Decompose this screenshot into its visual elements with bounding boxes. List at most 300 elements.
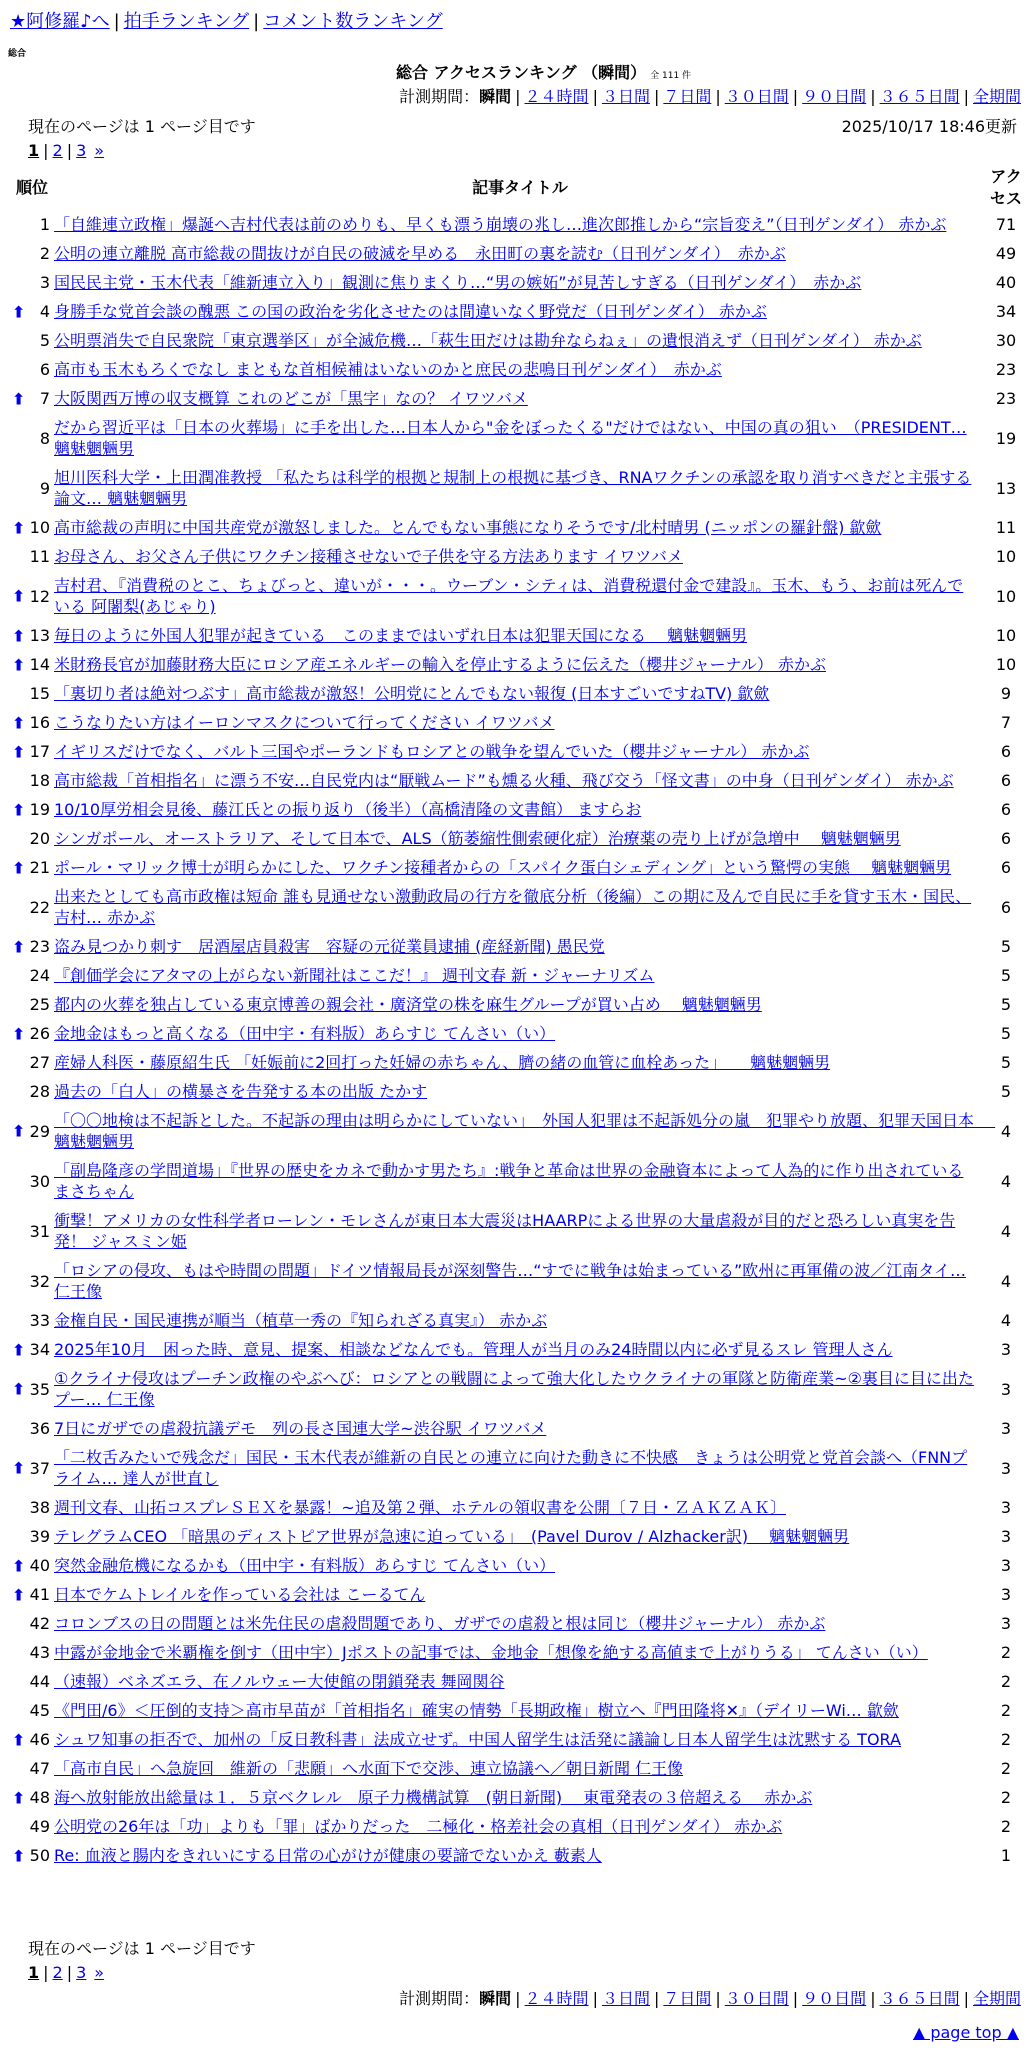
title-text: 総合 アクセスランキング （瞬間） [395,63,647,82]
article-title-link[interactable]: 高市総裁の声明に中国共産党が激怒しました。とんでもない事態になりそうです/北村晴男 (ニッポンの羅針盤) 歙歛 [54,518,882,537]
rank-number [6,961,54,990]
article-title-link[interactable]: 「副島隆彦の学問道場」『世界の歴史をカネで動かす男たち』:戦争と革命は世界の金融資本によって人為的に作り出されている まさちゃん [54,1161,964,1201]
article-title-cell [54,513,986,542]
article-title-link[interactable]: イギリスだけでなく、バルト三国やポーランドもロシアとの戦争を望んでいた（櫻井ジャーナル） 赤かぶ [54,742,810,761]
article-title-cell [54,1156,986,1206]
access-count: 13 [995,478,1017,498]
rank-number [6,1414,54,1443]
access-count: 2 [1000,1730,1012,1749]
period-selector-top: 計測期間：瞬間 | ２４時間 | ３日間 | ７日間 | ３０日間 | ９０日間 | ３６５日間 | 全期間 [399,87,1021,106]
access-count: 4 [1000,1121,1012,1141]
pager-current-1: 1 [28,141,40,160]
rank-number [6,1580,54,1609]
article-title-cell [54,882,986,932]
rank-number [6,1048,54,1077]
article-title-cell [54,1522,986,1551]
pager-next[interactable]: » [94,141,105,160]
rank-number [6,1551,54,1580]
applause-ranking-link[interactable]: 拍手ランキング [123,11,250,32]
access-count: 3 [1000,1498,1012,1517]
article-title-link[interactable]: 「高市自民」へ急旋回 維新の「悲願」へ水面下で交渉、連立協議へ／朝日新聞 仁王像 [54,1759,684,1778]
table-row [6,355,1026,384]
rank-number-text: 35 [29,1379,50,1399]
article-title-link[interactable]: 「裏切り者は絶対つぶす」高市総裁が激怒！公明党にとんでもない報復 (日本すごいですねTV) 歙歛 [54,684,770,703]
page-top-link[interactable]: ▲ page top ▲ [912,2023,1019,2042]
table-row [6,1019,1026,1048]
pager-page-2[interactable]: 2 [52,141,63,160]
table-row [6,1156,1026,1206]
period-3d-link[interactable]: ３日間 [601,1989,650,2008]
period-label: 計測期間： [399,1989,480,2008]
access-count: 5 [1000,966,1012,985]
period-30d-link[interactable]: ３０日間 [724,1989,789,2008]
article-title-cell [54,1443,986,1493]
table-row [6,513,1026,542]
rank-number-text: 39 [29,1527,50,1546]
rank-number-text: 17 [29,742,50,761]
pager-page-2[interactable]: 2 [52,1963,63,1982]
rank-number [6,571,54,621]
rank-number-text: 38 [29,1498,50,1517]
article-title-link[interactable]: 旭川医科大学・上田潤准教授 「私たちは科学的根拠と規制上の根拠に基づき、RNAワクチンの承認を取り消すべきだと主張する論文… 魑魅魍魎男 [54,468,972,508]
rank-number [6,1306,54,1335]
article-title-link[interactable]: 毎日のように外国人犯罪が起きている このままではいずれ日本は犯罪天国になる 魑魅魍魎男 [54,626,748,645]
rank-number-text: 14 [29,655,50,674]
rank-number-text: 32 [29,1271,50,1291]
pager-next[interactable]: » [94,1963,105,1982]
rank-number-text: 18 [29,771,50,790]
ranking-body [6,210,1026,1870]
rank-up-arrow-icon: ⬆ [12,1556,26,1575]
rank-column-header: 順位 [15,178,48,197]
table-row [6,1414,1026,1443]
article-title-cell [54,853,986,882]
article-title-link[interactable]: 週刊文春、山拓コスプレＳＥＸを暴露！~追及第２弾、ホテルの領収書を公開〔７日・ＺＡＫＺＡＫ〕 [54,1498,786,1517]
rank-number-text: 36 [29,1419,50,1438]
article-title-cell [54,1306,986,1335]
rank-number [6,621,54,650]
page-info-bottom: 現在のページは 1 ページ目です [28,1939,256,1958]
rank-number-text: 37 [29,1458,50,1478]
article-title-cell [54,1638,986,1667]
article-title-link[interactable]: シュワ知事の拒否で、加州の「反日教科書」法成立せず。中国人留学生は活発に議論し日本人留学生は沈黙する TORA [54,1730,901,1749]
article-title-cell [54,1077,986,1106]
table-row [6,961,1026,990]
article-title-link[interactable]: 盗み見つかり刺す 居酒屋店員殺害 容疑の元従業員逮捕 (産経新聞) 愚民党 [54,937,605,956]
rank-number [6,766,54,795]
article-title-link[interactable]: 『創価学会にアタマの上がらない新聞社はここだ！』 週刊文春 新・ジャーナリズム [54,966,655,985]
table-row [6,268,1026,297]
article-title-cell [54,384,986,413]
table-row [6,1667,1026,1696]
rank-up-arrow-icon: ⬆ [12,1585,26,1604]
asyura-home-link[interactable]: ★阿修羅♪へ [10,11,110,32]
article-title-link[interactable]: 突然金融危機になるかも（田中宇・有料版）あらすじ てんさい（い） [54,1556,556,1575]
access-count: 2 [1000,1788,1012,1807]
table-row [6,1754,1026,1783]
table-row [6,1696,1026,1725]
table-row [6,766,1026,795]
table-row [6,1048,1026,1077]
rank-number [6,1493,54,1522]
page-title [0,62,1027,87]
table-row [6,1522,1026,1551]
period-current: 瞬間 [479,87,512,106]
article-title-cell [54,1106,996,1156]
rank-number [6,1522,54,1551]
rank-number-text: 19 [29,800,50,819]
article-title-link[interactable]: 過去の「白人」の横暴さを告発する本の出版 たかす [54,1082,428,1101]
article-title-cell [54,621,986,650]
rank-number-text: 47 [29,1759,50,1778]
rank-number-text: 29 [29,1121,50,1141]
access-count: 5 [1000,995,1012,1014]
table-row [6,990,1026,1019]
article-title-link[interactable]: だから習近平は「日本の火葬場」に手を出した…日本人から"金をぼったくる"だけではない、中国の真の狙い （PRESIDENT… 魑魅魍魎男 [54,418,967,458]
article-title-link[interactable]: 日本でケムトレイルを作っている会社は こーるてん [54,1585,426,1604]
article-title-link[interactable]: 7日にガザでの虐殺抗議デモ 列の長さ国連大学~渋谷駅 イワツバメ [54,1419,547,1438]
table-row [6,1077,1026,1106]
rank-number [6,239,54,268]
access-count: 1 [1000,1846,1012,1865]
rank-number-text: 46 [29,1730,50,1749]
article-title-link[interactable]: 米財務長官が加藤財務大臣にロシア産エネルギーの輸入を停止するように伝えた（櫻井ジャーナル） 赤かぶ [54,655,826,674]
article-title-link[interactable]: 産婦人科医・藤原紹生氏 「妊娠前に2回打った妊婦の赤ちゃん、臍の緒の血管に血栓あった」 魑魅魍魎男 [54,1053,831,1072]
article-title-link[interactable]: 「自維連立政権」爆誕へ吉村代表は前のめりも、早くも漂う崩壊の兆し…進次郎推しから“宗旨変え”（日刊ゲンダイ） 赤かぶ [54,215,947,234]
article-title-link[interactable]: 高市も玉木もろくでなし まともな首相候補はいないのかと庶民の悲鳴日刊ゲンダイ） 赤かぶ [54,360,722,379]
article-title-link[interactable]: お母さん、お父さん子供にワクチン接種させないで子供を守る方法あります イワツバメ [54,547,683,566]
table-row [6,1364,1026,1414]
updated-timestamp: 2025/10/17 18:46更新 [841,117,1017,136]
page-info-top: 現在のページは 1 ページ目です [28,117,256,136]
rank-number [6,326,54,355]
access-count: 3 [1000,1527,1012,1546]
rank-up-arrow-icon: ⬆ [12,655,26,674]
rank-number-text: 11 [29,547,50,566]
article-title-cell [54,1812,986,1841]
access-count: 10 [995,655,1017,674]
rank-number-text: 26 [29,1024,50,1043]
period-365d-link[interactable]: ３６５日間 [879,87,960,106]
article-title-cell [54,1206,986,1256]
period-90d-link[interactable]: ９０日間 [802,1989,867,2008]
rank-up-arrow-icon: ⬆ [12,1121,26,1141]
period-90d-link[interactable]: ９０日間 [802,87,867,106]
article-title-cell [54,1754,986,1783]
access-count: 19 [995,428,1017,448]
rank-number [6,297,54,326]
article-title-cell [54,1048,986,1077]
total-count: 全 111 件 [650,71,692,81]
table-row [6,853,1026,882]
access-count: 3 [1000,1379,1012,1399]
article-title-cell [54,1019,986,1048]
rank-number [6,513,54,542]
access-count: 23 [995,389,1017,408]
table-row [6,1812,1026,1841]
pager-page-3[interactable]: 3 [76,141,87,160]
rank-number [6,1609,54,1638]
rank-number-text: 21 [29,858,50,877]
rank-number-text: 34 [29,1340,50,1359]
rank-up-arrow-icon: ⬆ [12,586,26,606]
article-title-cell [54,650,986,679]
article-title-link[interactable]: 「ロシアの侵攻、もはや時間の問題」ドイツ情報局長が深刻警告…“すでに戦争は始まっている”欧州に再軍備の波／江南タイ… 仁王像 [54,1261,966,1301]
access-count: 6 [1000,897,1012,917]
access-count: 10 [995,547,1017,566]
rank-number [6,882,54,932]
period-3d-link[interactable]: ３日間 [601,87,650,106]
period-365d-link[interactable]: ３６５日間 [879,1989,960,2008]
rank-number-text: 20 [29,829,50,848]
table-row [6,621,1026,650]
period-all-link[interactable]: 全期間 [972,1989,1021,2008]
article-title-cell [54,571,986,621]
rank-number [6,824,54,853]
rank-number-text: 5 [39,331,50,350]
article-title-link[interactable]: 都内の火葬を独占している東京博善の親会社・廣済堂の株を麻生グループが買い占め 魑魅魍魎男 [54,995,762,1014]
access-count: 3 [1000,1585,1012,1604]
rank-number [6,1638,54,1667]
article-title-cell [54,1841,986,1870]
article-title-link[interactable]: 吉村君、『消費税のとこ、ちょびっと、違いが・・・。ウーブン・シティは、消費税還付金で建設』。玉木、もう、お前は死んでいる 阿闍梨(あじゃり) [54,576,964,616]
rank-number-text: 30 [29,1171,50,1191]
rank-number-text: 44 [29,1672,50,1691]
rank-number-text: 4 [39,302,50,321]
article-title-link[interactable]: 大阪関西万博の収支概算 これのどこが「黒字」なの？ イワツバメ [54,389,528,408]
pager-bottom: 1 | 2 | 3 » [28,1963,105,1982]
rank-number [6,1106,54,1156]
table-row [6,932,1026,961]
access-count: 10 [995,626,1017,645]
ranking-header [0,62,1027,87]
access-count: 30 [995,331,1017,350]
article-title-link[interactable]: 海へ放射能放出総量は１．５京ベクレル 原子力機構試算 (朝日新聞) 東電発表の３倍超える 赤かぶ [54,1788,813,1807]
article-title-link[interactable]: 国民民主党・玉木代表「維新連立入り」観測に焦りまくり…“男の嫉妬”が見苦しすぎる（日刊ゲンダイ） 赤かぶ [54,273,862,292]
table-row [6,413,1026,463]
rank-number-text: 23 [29,937,50,956]
rank-number-text: 50 [29,1846,50,1865]
rank-number [6,1256,54,1306]
table-row [6,708,1026,737]
article-title-link[interactable]: シンガポール、オーストラリア、そして日本で、ALS（筋萎縮性側索硬化症）治療薬の売り上げが急増中 魑魅魍魎男 [54,829,901,848]
article-title-link[interactable]: ①クライナ侵攻はプーチン政権のやぶへび：ロシアとの戦闘によって強大化したウクライナの軍隊と防衛産業~②裏目に目に出たプー… 仁王像 [54,1369,974,1409]
access-count: 6 [1000,800,1012,819]
rank-number [6,1364,54,1414]
rank-up-arrow-icon: ⬆ [12,518,26,537]
article-title-link[interactable]: 高市総裁「首相指名」に漂う不安…自民党内は“厭戦ムード”も燻る火種、飛び交う「怪文書」の中身（日刊ゲンダイ） 赤かぶ [54,771,954,790]
table-row [6,882,1026,932]
table-row [6,1493,1026,1522]
rank-up-arrow-icon: ⬆ [12,1788,26,1807]
rank-number-text: 24 [29,966,50,985]
rank-number [6,650,54,679]
page-top [913,2022,1019,2044]
pager-page-3[interactable]: 3 [76,1963,87,1982]
table-row [6,737,1026,766]
access-count: 2 [1000,1643,1012,1662]
table-row [6,1335,1026,1364]
table-row [6,463,1026,513]
rank-number [6,1841,54,1870]
article-title-cell [54,542,986,571]
rank-number [6,268,54,297]
rank-number [6,384,54,413]
article-title-link[interactable]: 中露が金地金で米覇権を倒す（田中宇）Jポストの記事では、金地金「想像を絶する高値まで上がりうる」 てんさい（い） [54,1643,928,1662]
access-count: 6 [1000,829,1012,848]
rank-number [6,1783,54,1812]
table-row [6,1306,1026,1335]
period-7d-link[interactable]: ７日間 [663,1989,712,2008]
article-title-link[interactable]: 出来たとしても高市政権は短命 誰も見通せない激動政局の行方を徹底分析（後編）この期に及んで自民に手を貸す玉木・国民、吉村… 赤かぶ [54,887,972,927]
separator: | [253,11,260,32]
rank-number-text: 10 [29,518,50,537]
rank-number-text: 45 [29,1701,50,1720]
article-title-cell [54,463,986,513]
rank-number [6,1019,54,1048]
article-title-cell [54,795,986,824]
rank-number [6,932,54,961]
access-count: 23 [995,360,1017,379]
rank-number [6,1156,54,1206]
article-title-link[interactable]: 《門田/6》＜圧倒的支持＞高市早苗が「首相指名」確実の情勢「長期政権」樹立へ『門田隆将✕』（デイリーWi… 歙歛 [54,1701,899,1720]
access-count: 3 [1000,1556,1012,1575]
article-title-cell [54,268,986,297]
table-row [6,1841,1026,1870]
access-count: 6 [1000,771,1012,790]
article-title-cell [54,1414,986,1443]
pager-current-1: 1 [28,1963,40,1982]
access-count: 2 [1000,1672,1012,1691]
table-row [6,679,1026,708]
access-count: 3 [1000,1614,1012,1633]
rank-number-text: 27 [29,1053,50,1072]
period-current: 瞬間 [479,1989,512,2008]
period-24h-link[interactable]: ２４時間 [524,87,589,106]
article-title-link[interactable]: コロンブスの日の問題とは米先住民の虐殺問題であり、ガザでの虐殺と根は同じ（櫻井ジャーナル） 赤かぶ [54,1614,826,1633]
rank-number [6,990,54,1019]
rank-up-arrow-icon: ⬆ [12,1730,26,1749]
rank-number-text: 28 [29,1082,50,1101]
rank-number-text: 6 [39,360,50,379]
article-title-link[interactable]: （速報）ベネズエラ、在ノルウェー大使館の閉鎖発表 舞岡関谷 [54,1672,505,1691]
article-title-link[interactable]: 2025年10月 困った時、意見、提案、相談などなんでも。管理人が当月のみ24時間以内に必ず見るスレ 管理人さん [54,1340,893,1359]
rank-number-text: 12 [29,586,50,606]
article-title-cell [54,1493,986,1522]
rank-number [6,708,54,737]
rank-number-text: 40 [29,1556,50,1575]
article-title-link[interactable]: テレグラムCEO 「暗黒のディストピア世界が急速に迫っている」 (Pavel Durov / Alzhacker訳) 魑魅魍魎男 [54,1527,850,1546]
table-row [6,1725,1026,1754]
access-count: 5 [1000,1082,1012,1101]
table-row [6,795,1026,824]
article-title-cell [54,355,986,384]
access-count: 9 [1000,684,1012,703]
article-title-link[interactable]: 公明の連立離脱 高市総裁の間抜けが自民の破滅を早める 永田町の裏を読む（日刊ゲンダイ） 赤かぶ [54,244,786,263]
comment-ranking-link[interactable]: コメント数ランキング [263,11,443,32]
access-count: 2 [1000,1817,1012,1836]
access-count: 40 [995,273,1017,292]
rank-up-arrow-icon: ⬆ [12,742,26,761]
rank-number [6,1206,54,1256]
rank-number [6,679,54,708]
period-selector-bottom: 計測期間：瞬間 | ２４時間 | ３日間 | ７日間 | ３０日間 | ９０日間 | ３６５日間 | 全期間 [399,1989,1021,2008]
rank-number-text: 25 [29,995,50,1014]
article-title-link[interactable]: ポール・マリック博士が明らかにした、ワクチン接種者からの「スパイク蛋白シェディング」という驚愕の実態 魑魅魍魎男 [54,858,952,877]
rank-number-text: 43 [29,1643,50,1662]
rank-up-arrow-icon: ⬆ [12,800,26,819]
rank-number-text: 16 [29,713,50,732]
period-7d-link[interactable]: ７日間 [663,87,712,106]
article-title-link[interactable]: 金権自民・国民連携が順当（植草一秀の『知られざる真実』） 赤かぶ [54,1311,548,1330]
category-label: 総合 [8,49,27,59]
table-row [6,1783,1026,1812]
table-row [6,1609,1026,1638]
article-title-cell [54,210,986,239]
article-title-cell [54,1364,986,1414]
period-30d-link[interactable]: ３０日間 [724,87,789,106]
article-title-link[interactable]: 衝撃！アメリカの女性科学者ローレン・モレさんが東日本大震災はHAARPによる世界の大量虐殺が目的だと恐ろしい真実を告発！ ジャスミン姫 [54,1211,956,1251]
table-row [6,384,1026,413]
rank-number-text: 15 [29,684,50,703]
period-label: 計測期間： [399,87,480,106]
article-title-cell [54,1580,986,1609]
access-count: 49 [995,244,1017,263]
table-row [6,297,1026,326]
article-title-link[interactable]: 「〇〇地検は不起訴とした。不起訴の理由は明らかにしていない」 外国人犯罪は不起訴処分の嵐 犯罪やり放題、犯罪天国日本 魑魅魍魎男 [54,1111,996,1151]
article-title-cell [54,297,986,326]
access-count: 10 [995,586,1017,606]
access-count: 11 [995,518,1017,537]
rank-number-text: 2 [39,244,50,263]
top-links [10,10,443,34]
article-title-link[interactable]: 公明党の26年は「功」よりも「罪」ばかりだった 二極化・格差社会の真相（日刊ゲンダイ） 赤かぶ [54,1817,783,1836]
article-title-cell [54,824,986,853]
rank-number-text: 13 [29,626,50,645]
table-row [6,1551,1026,1580]
access-count: 34 [995,302,1017,321]
access-count: 2 [1000,1759,1012,1778]
period-all-link[interactable]: 全期間 [972,87,1021,106]
article-title-link[interactable]: 「二枚舌みたいで残念だ」国民・玉木代表が維新の自民との連立に向けた動きに不快感 きょうは公明党と党首会談へ（FNNプライム… 達人が世直し [54,1448,968,1488]
article-title-link[interactable]: こうなりたい方はイーロンマスクについて行ってください イワツバメ [54,713,555,732]
article-title-link[interactable]: 公明票消失で自民衆院「東京選挙区」が全滅危機…「萩生田だけは勘弁ならねぇ」の遺恨消えず（日刊ゲンダイ） 赤かぶ [54,331,922,350]
rank-number [6,1696,54,1725]
article-title-link[interactable]: 身勝手な党首会談の醜悪 この国の政治を劣化させたのは間違いなく野党だ（日刊ゲンダイ） 赤かぶ [54,302,767,321]
article-title-cell [54,326,986,355]
access-count: 5 [1000,1024,1012,1043]
article-title-cell [54,708,986,737]
access-count: 3 [1000,1340,1012,1359]
article-title-link[interactable]: 金地金はもっと高くなる（田中宇・有料版）あらすじ てんさい（い） [54,1024,556,1043]
ranking-table [6,166,1026,1870]
period-24h-link[interactable]: ２４時間 [524,1989,589,2008]
table-row [6,1106,1026,1156]
rank-up-arrow-icon: ⬆ [12,1846,26,1865]
access-column-header: アクセス [989,167,1022,208]
rank-up-arrow-icon: ⬆ [12,389,26,408]
article-title-link[interactable]: Re: 血液と腸内をきれいにする日常の心がけが健康の要諦でないかえ 藪素人 [54,1846,602,1865]
table-row [6,542,1026,571]
rank-number [6,1077,54,1106]
rank-number [6,1754,54,1783]
table-row [6,1638,1026,1667]
article-title-cell [54,1725,986,1754]
rank-up-arrow-icon: ⬆ [12,1024,26,1043]
article-title-cell [54,1335,986,1364]
pager-top: 1 | 2 | 3 » [28,141,105,160]
article-title-link[interactable]: 10/10厚労相会見後、藤江氏との振り返り（後半）（高橋清隆の文書館） ますらお [54,800,642,819]
